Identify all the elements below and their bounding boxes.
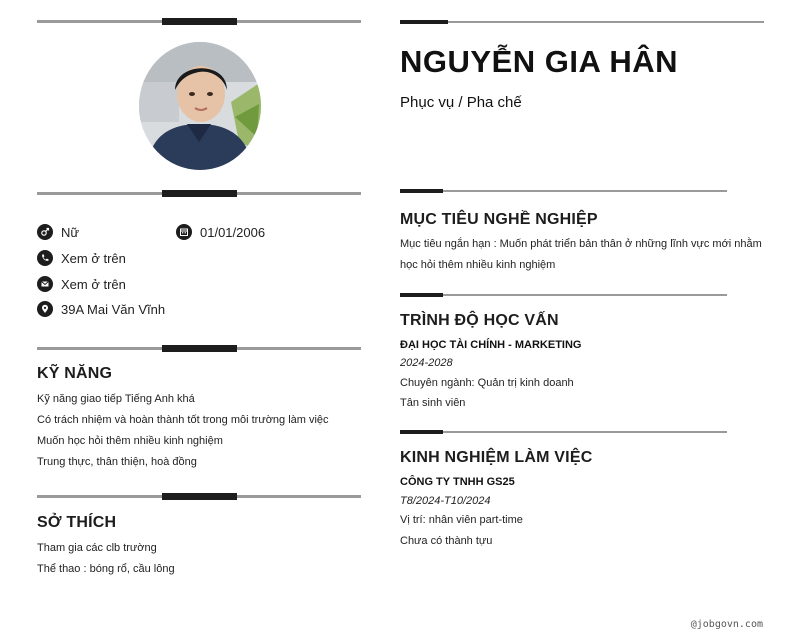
divider	[37, 493, 361, 500]
avatar-photo	[139, 42, 261, 170]
email-value: Xem ở trên	[61, 276, 126, 292]
divider	[400, 20, 764, 25]
education-status: Tân sinh viên	[400, 397, 466, 409]
experience-achievement: Chưa có thành tựu	[400, 535, 493, 547]
experience-position: Vị trí: nhân viên part-time	[400, 514, 523, 526]
education-period: 2024-2028	[400, 357, 453, 369]
company-name: CÔNG TY TNHH GS25	[400, 476, 515, 488]
skill-item: Trung thực, thân thiện, hoà đồng	[37, 456, 197, 468]
hobbies-title: SỞ THÍCH	[37, 514, 117, 531]
experience-period: T8/2024-T10/2024	[400, 495, 491, 507]
skill-item: Có trách nhiệm và hoàn thành tốt trong môi trường làm việc	[37, 414, 329, 426]
gender-icon	[37, 224, 53, 240]
education-major: Chuyên ngành: Quản trị kinh doanh	[400, 377, 574, 389]
avatar	[139, 42, 261, 170]
divider	[400, 189, 727, 194]
address-value: 39A Mai Văn Vĩnh	[61, 301, 166, 317]
experience-title: KINH NGHIỆM LÀM VIỆC	[400, 449, 593, 466]
hobby-item: Thể thao : bóng rổ, cầu lông	[37, 563, 175, 575]
objective-text: Mục tiêu ngắn hạn : Muốn phát triển bản thân ở những lĩnh vực mới nhằm học hỏi thêm nhiều kinh nghiệm	[400, 238, 762, 271]
job-role: Phục vụ / Pha chế	[400, 94, 522, 111]
objective-title: MỤC TIÊU NGHỀ NGHIỆP	[400, 211, 598, 228]
divider	[400, 430, 727, 435]
address-row	[37, 300, 165, 318]
gender-row	[37, 223, 79, 241]
phone-value: Xem ở trên	[61, 250, 126, 266]
hobby-item: Tham gia các clb trường	[37, 542, 157, 554]
divider	[37, 18, 361, 25]
watermark: @jobgovn.com	[690, 619, 763, 630]
skills-title: KỸ NĂNG	[37, 365, 113, 382]
email-row	[37, 275, 126, 293]
calendar-icon	[176, 224, 192, 240]
skill-item: Kỹ năng giao tiếp Tiếng Anh khá	[37, 393, 195, 405]
divider	[37, 345, 361, 352]
education-title: TRÌNH ĐỘ HỌC VẤN	[400, 312, 559, 329]
location-pin-icon	[37, 301, 53, 317]
mail-icon	[37, 276, 53, 292]
divider	[37, 190, 361, 197]
phone-row	[37, 249, 126, 267]
divider	[400, 293, 727, 298]
dob-value: 01/01/2006	[200, 224, 266, 240]
full-name: NGUYỄN GIA HÂN	[400, 44, 678, 79]
phone-icon	[37, 250, 53, 266]
skill-item: Muốn học hỏi thêm nhiều kinh nghiệm	[37, 435, 223, 447]
gender-value: Nữ	[61, 224, 80, 240]
school-name: ĐẠI HỌC TÀI CHÍNH - MARKETING	[400, 339, 582, 351]
dob-row	[176, 223, 265, 241]
